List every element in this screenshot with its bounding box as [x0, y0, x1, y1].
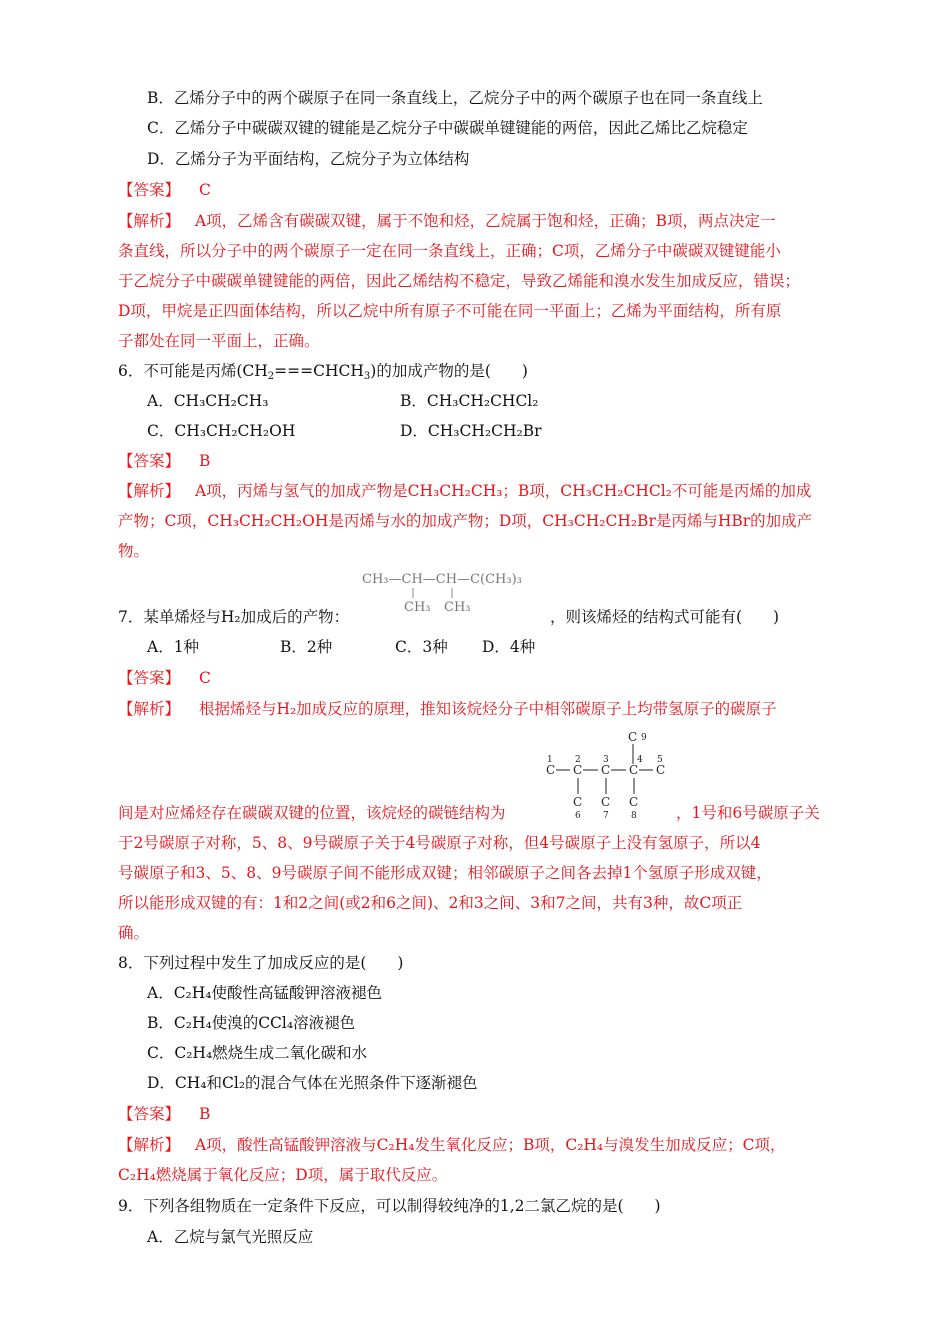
answer-value: B [198, 1105, 211, 1123]
q7-analysis-line-1 [118, 699, 777, 719]
q7-structure-formula [360, 566, 570, 616]
formula-main-chain: CH₃—CH—CH—C(CH₃)₃ [362, 572, 522, 587]
q6-option-b: B．CH₃CH₂CHCl₂ [400, 392, 539, 410]
q6-answer-row [118, 451, 210, 471]
analysis-label: 【解析】 [118, 482, 181, 500]
carbon-number: 9 [641, 733, 647, 743]
carbon-number: 2 [575, 755, 581, 765]
carbon-atom: C [546, 763, 556, 777]
q6-stem-part-3: )的加成产物的是( ) [370, 362, 528, 380]
q5-analysis-line-1 [118, 211, 776, 231]
answer-value: C [198, 669, 211, 687]
q6-analysis-line-3: 物。 [118, 542, 150, 560]
carbon-atom: C [656, 763, 666, 777]
q6-analysis-line-2: 产物；C项，CH₃CH₂CH₂OH是丙烯与水的加成产物；D项，CH₃CH₂CH₂Br是丙烯与HBr的加成产 [118, 512, 813, 530]
q8-option-c: C．C₂H₄燃烧生成二氧化碳和水 [147, 1044, 368, 1062]
q5-option-d: D．乙烯分子为平面结构，乙烷分子为立体结构 [147, 150, 470, 168]
q7-analysis-line-4: 号碳原子和3、5、8、9号碳原子间不能形成双键；相邻碳原子之间各去掉1个氢原子形成双键， [118, 864, 772, 882]
carbon-atom: C [573, 763, 583, 777]
formula-branch-ch3: CH₃ [444, 600, 471, 615]
q7-analysis-line-6: 确。 [118, 924, 150, 942]
q8-analysis-line-1 [118, 1135, 786, 1155]
q5-option-b: B．乙烯分子中的两个碳原子在同一条直线上，乙烷分子中的两个碳原子也在同一条直线上 [147, 89, 763, 107]
q5-option-c: C．乙烯分子中碳碳双键的键能是乙烷分子中碳碳单键键能的两倍，因此乙烯比乙烷稳定 [147, 119, 748, 137]
q7-analysis-line-2a: 间是对应烯烃存在碳碳双键的位置，该烷烃的碳链结构为 [118, 804, 506, 822]
carbon-atom: C [628, 730, 638, 744]
carbon-atom: C [573, 795, 583, 809]
q7-option-c: C．3种 [395, 638, 448, 656]
analysis-text: 根据烯烃与H₂加成反应的原理，推知该烷烃分子中相邻碳原子上均带氢原子的碳原子 [198, 700, 777, 718]
q8-stem: 8．下列过程中发生了加成反应的是( ) [118, 954, 404, 972]
formula-branch-ch3: CH₃ [404, 600, 431, 615]
q6-stem-part-2: ===CHCH [274, 362, 364, 380]
q7-stem-part-2: ，则该烯烃的结构式可能有( ) [550, 608, 780, 626]
q6-analysis-line-1 [118, 481, 811, 501]
answer-label: 【答案】 [118, 1105, 181, 1123]
carbon-atom: C [601, 763, 611, 777]
q7-answer-row [118, 668, 211, 688]
carbon-number: 6 [575, 811, 581, 820]
carbon-number: 4 [637, 755, 643, 765]
carbon-chain-diagram [540, 728, 675, 820]
q7-analysis-line-3: 于2号碳原子对称，5、8、9号碳原子关于4号碳原子对称，但4号碳原子上没有氢原子，所以4 [118, 834, 761, 852]
answer-value: C [198, 181, 211, 199]
q9-stem: 9．下列各组物质在一定条件下反应，可以制得较纯净的1,2二氯乙烷的是( ) [118, 1197, 661, 1215]
q7-analysis-line-2b: ，1号和6号碳原子关 [676, 804, 820, 822]
q8-option-b: B．C₂H₄使溴的CCl₄溶液褪色 [147, 1014, 356, 1032]
q5-analysis-line-3: 于乙烷分子中碳碳单键键能的两倍，因此乙烯结构不稳定，导致乙烯能和溴水发生加成反应，错误； [118, 272, 801, 290]
analysis-label: 【解析】 [118, 700, 181, 718]
answer-label: 【答案】 [118, 452, 181, 470]
carbon-number: 8 [631, 811, 637, 820]
carbon-number: 3 [603, 755, 609, 765]
analysis-label: 【解析】 [118, 1136, 181, 1154]
analysis-text: A项，酸性高锰酸钾溶液与C₂H₄发生氧化反应；B项，C₂H₄与溴发生加成反应；C项， [194, 1136, 786, 1154]
q7-stem-part-1: 7．某单烯烃与H₂加成后的产物： [118, 608, 350, 626]
q5-analysis-line-5: 子都处在同一平面上，正确。 [118, 332, 320, 350]
analysis-text: A项，丙烯与氢气的加成产物是CH₃CH₂CH₃；B项，CH₃CH₂CHCl₂不可能是丙烯的加成 [194, 482, 812, 500]
q7-analysis-line-5: 所以能形成双键的有：1和2之间(或2和6之间)、2和3之间、3和7之间，共有3种，故C项正 [118, 894, 743, 912]
q6-option-a: A．CH₃CH₂CH₃ [147, 392, 269, 410]
carbon-number: 1 [547, 755, 553, 765]
answer-label: 【答案】 [118, 181, 181, 199]
analysis-label: 【解析】 [118, 212, 181, 230]
q6-option-d: D．CH₃CH₂CH₂Br [400, 422, 542, 440]
carbon-atom: C [601, 795, 611, 809]
q7-option-a: A．1种 [147, 638, 200, 656]
carbon-number: 5 [657, 755, 663, 765]
carbon-atom: C [629, 763, 639, 777]
q8-answer-row [118, 1104, 210, 1124]
carbon-atom: C [629, 795, 639, 809]
carbon-number: 7 [603, 811, 609, 820]
answer-value: B [198, 452, 211, 470]
q6-stem: 6．不可能是丙烯$(CH_2===CHCH_3)$的加成产物的是( ) [118, 362, 528, 382]
q9-option-a: A．乙烷与氯气光照反应 [147, 1228, 314, 1246]
q8-option-d: D．CH₄和Cl₂的混合气体在光照条件下逐渐褪色 [147, 1074, 478, 1092]
q5-analysis-line-2: 条直线，所以分子中的两个碳原子一定在同一条直线上，正确；C项，乙烯分子中碳碳双键键能小 [118, 242, 781, 260]
q8-option-a: A．C₂H₄使酸性高锰酸钾溶液褪色 [147, 984, 382, 1002]
q5-analysis-line-4: D项，甲烷是正四面体结构，所以乙烷中所有原子不可能在同一平面上；乙烯为平面结构，所有原 [118, 302, 782, 320]
q6-option-c: C．CH₃CH₂CH₂OH [147, 422, 296, 440]
q5-answer-row [118, 180, 211, 200]
q6-stem-part-1: 6．不可能是丙烯(CH [118, 362, 268, 380]
q7-option-b: B．2种 [280, 638, 333, 656]
q8-analysis-line-2: C₂H₄燃烧属于氧化反应；D项，属于取代反应。 [118, 1166, 448, 1184]
analysis-text: A项，乙烯含有碳碳双键，属于不饱和烃，乙烷属于饱和烃，正确；B项，两点决定一 [194, 212, 776, 230]
q7-option-d: D．4种 [482, 638, 536, 656]
answer-label: 【答案】 [118, 669, 181, 687]
